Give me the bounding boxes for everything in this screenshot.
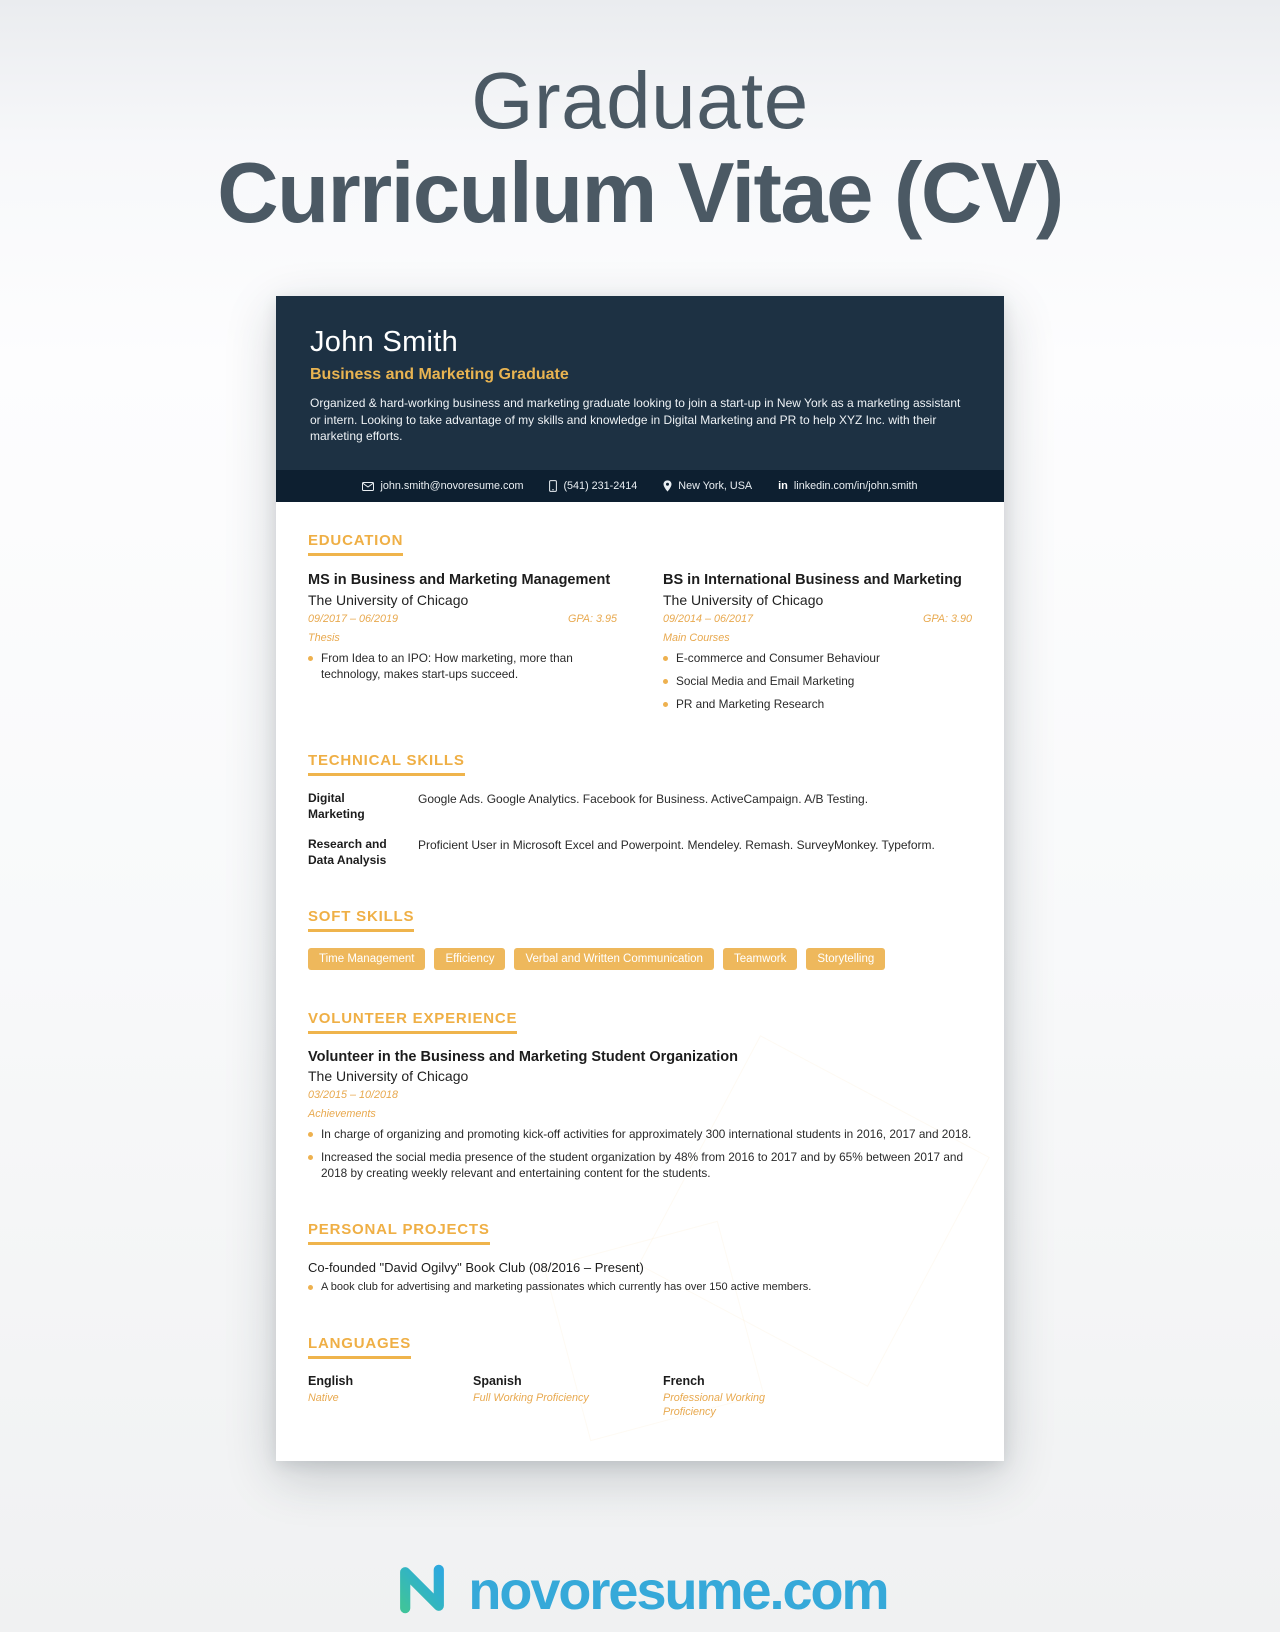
bullet-icon bbox=[308, 1285, 313, 1290]
language-level: Native bbox=[308, 1391, 339, 1404]
contact-bar bbox=[276, 470, 1004, 502]
page-title-line2: Curriculum Vitae (CV) bbox=[217, 146, 1063, 242]
volunteer-sublabel: Achievements bbox=[308, 1108, 376, 1121]
language-item bbox=[308, 1374, 473, 1419]
list-item bbox=[308, 651, 617, 682]
contact-email[interactable] bbox=[362, 480, 523, 492]
bullet-text: From Idea to an IPO: How marketing, more than technology, makes start-ups succeed. bbox=[321, 651, 573, 681]
skill-row bbox=[308, 791, 972, 822]
list-item bbox=[308, 1150, 972, 1181]
location-pin-icon bbox=[663, 480, 672, 492]
language-item bbox=[473, 1374, 663, 1419]
soft-skill-tags bbox=[308, 948, 972, 970]
soft-skill-tag: Teamwork bbox=[723, 948, 797, 970]
languages-heading: LANGUAGES bbox=[308, 1335, 411, 1359]
skill-label: Research and Data Analysis bbox=[308, 837, 387, 867]
volunteer-dates: 03/2015 – 10/2018 bbox=[308, 1089, 399, 1102]
skill-row bbox=[308, 837, 972, 868]
bullet-icon bbox=[663, 656, 668, 661]
bullet-icon bbox=[308, 1132, 313, 1137]
education-heading: EDUCATION bbox=[308, 532, 403, 556]
language-name: English bbox=[308, 1373, 354, 1388]
bullet-icon bbox=[308, 656, 313, 661]
school-name: The University of Chicago bbox=[308, 592, 469, 609]
page-title bbox=[0, 0, 1280, 240]
soft-skills-heading: SOFT SKILLS bbox=[308, 908, 414, 932]
email-icon bbox=[362, 482, 374, 491]
contact-linkedin-text: linkedin.com/in/john.smith bbox=[793, 480, 918, 493]
section-volunteer bbox=[308, 1010, 972, 1181]
list-item bbox=[663, 674, 972, 690]
candidate-name: John Smith bbox=[310, 326, 459, 359]
contact-phone[interactable] bbox=[549, 480, 637, 492]
contact-location bbox=[663, 480, 752, 492]
candidate-summary: Organized & hard-working business and marketing graduate looking to join a start-up in New York as a marketing assistant or intern. Looking to take advantage of my skills and knowledge in Digital Marketing and PR to help XYZ Inc. with their marketing efforts. bbox=[310, 396, 961, 443]
linkedin-icon: in bbox=[778, 480, 788, 493]
list-item bbox=[308, 1127, 972, 1143]
phone-icon bbox=[549, 480, 557, 492]
soft-skill-tag: Efficiency bbox=[434, 948, 505, 970]
education-dates: 09/2014 – 06/2017 bbox=[663, 613, 754, 626]
soft-skill-tag: Storytelling bbox=[806, 948, 885, 970]
language-level: Professional Working Proficiency bbox=[663, 1391, 766, 1418]
bullet-text: Social Media and Email Marketing bbox=[676, 673, 855, 688]
language-name: French bbox=[663, 1373, 705, 1388]
soft-skill-tag: Verbal and Written Communication bbox=[514, 948, 714, 970]
skill-value: Google Ads. Google Analytics. Facebook for Business. ActiveCampaign. A/B Testing. bbox=[418, 792, 869, 807]
bullet-text: PR and Marketing Research bbox=[676, 696, 825, 711]
section-technical-skills bbox=[308, 752, 972, 868]
bullet-text: E-commerce and Consumer Behaviour bbox=[676, 651, 880, 666]
skill-value: Proficient User in Microsoft Excel and Powerpoint. Mendeley. Remash. SurveyMonkey. Typeform. bbox=[418, 838, 935, 853]
bullet-icon bbox=[308, 1155, 313, 1160]
bullet-text: In charge of organizing and promoting kick-off activities for approximately 300 international students in 2016, 2017 and 2018. bbox=[321, 1127, 972, 1142]
project-title: Co-founded "David Ogilvy" Book Club (08/2016 – Present) bbox=[308, 1260, 644, 1276]
volunteer-title: Volunteer in the Business and Marketing Student Organization bbox=[308, 1049, 738, 1066]
volunteer-heading: VOLUNTEER EXPERIENCE bbox=[308, 1010, 517, 1034]
list-item bbox=[663, 651, 972, 667]
cv-card bbox=[276, 296, 1004, 1461]
education-entry bbox=[663, 571, 972, 712]
bullet-icon bbox=[663, 679, 668, 684]
section-languages bbox=[308, 1335, 972, 1419]
cv-body bbox=[276, 502, 1004, 1461]
language-name: Spanish bbox=[473, 1373, 522, 1388]
degree-title: BS in International Business and Marketing bbox=[663, 572, 962, 589]
volunteer-org: The University of Chicago bbox=[308, 1068, 469, 1085]
bullet-text: Increased the social media presence of the student organization by 48% from 2016 to 2017 and by 65% between 2017 and 2018 by creating weekly relevant and entertaining content for the students. bbox=[321, 1150, 964, 1180]
education-entry bbox=[308, 571, 617, 712]
education-gpa: GPA: 3.90 bbox=[922, 613, 972, 626]
soft-skill-tag: Time Management bbox=[308, 948, 425, 970]
education-gpa: GPA: 3.95 bbox=[567, 613, 617, 626]
language-item bbox=[663, 1374, 873, 1419]
novoresume-logo-icon bbox=[392, 1559, 452, 1624]
school-name: The University of Chicago bbox=[663, 592, 824, 609]
education-sublabel: Main Courses bbox=[663, 632, 730, 645]
section-projects bbox=[308, 1221, 972, 1295]
page-title-line1: Graduate bbox=[471, 56, 809, 145]
list-item bbox=[308, 1280, 972, 1295]
skill-label: Digital Marketing bbox=[308, 791, 365, 821]
technical-skills-heading: TECHNICAL SKILLS bbox=[308, 752, 465, 776]
candidate-role: Business and Marketing Graduate bbox=[310, 366, 569, 384]
footer-brand-text: novoresume.com bbox=[468, 1561, 888, 1622]
degree-title: MS in Business and Marketing Management bbox=[308, 572, 611, 589]
contact-phone-text: (541) 231-2414 bbox=[563, 480, 638, 493]
section-education bbox=[308, 532, 972, 712]
contact-email-text: john.smith@novoresume.com bbox=[380, 480, 524, 493]
education-dates: 09/2017 – 06/2019 bbox=[308, 613, 399, 626]
contact-location-text: New York, USA bbox=[678, 480, 753, 493]
contact-linkedin[interactable] bbox=[778, 480, 917, 492]
list-item bbox=[663, 697, 972, 713]
section-soft-skills bbox=[308, 908, 972, 970]
bullet-icon bbox=[663, 702, 668, 707]
education-sublabel: Thesis bbox=[308, 632, 340, 645]
footer-brand[interactable] bbox=[0, 1559, 1280, 1624]
cv-header bbox=[276, 296, 1004, 470]
bullet-text: A book club for advertising and marketing passionates which currently has over 150 active members. bbox=[321, 1281, 812, 1294]
language-level: Full Working Proficiency bbox=[473, 1391, 589, 1404]
projects-heading: PERSONAL PROJECTS bbox=[308, 1221, 490, 1245]
